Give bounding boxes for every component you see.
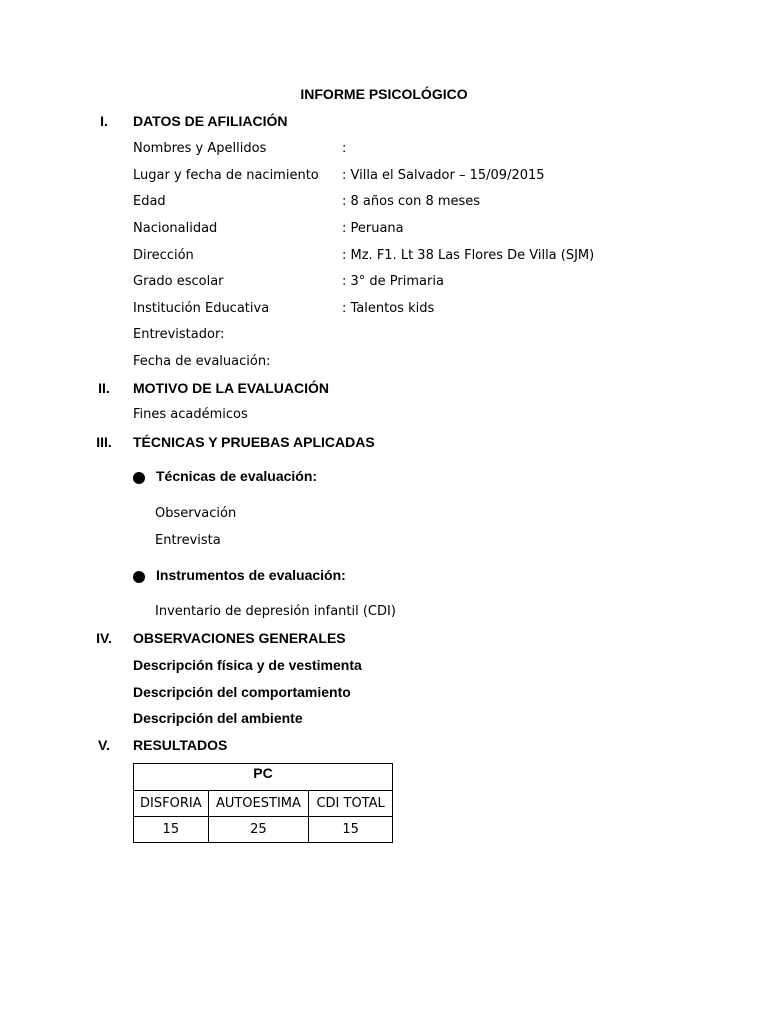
section-number-1: I. <box>100 113 108 129</box>
observation-comportamiento: Descripción del comportamiento <box>133 684 351 700</box>
field-value-lugar-fecha: : Villa el Salvador – 15/09/2015 <box>342 168 545 183</box>
technique-item-observacion: Observación <box>155 506 237 521</box>
instrument-item-cdi: Inventario de depresión infantil (CDI) <box>155 604 396 619</box>
field-label-institucion: Institución Educativa <box>133 301 270 316</box>
column-header-autoestima: AUTOESTIMA <box>208 791 309 817</box>
field-label-nacionalidad: Nacionalidad <box>133 221 218 236</box>
table-row <box>134 791 393 817</box>
cell-value-disforia: 15 <box>134 817 209 843</box>
bullet-icon <box>133 571 145 583</box>
bullet-title-instrumentos: Instrumentos de evaluación: <box>156 567 346 583</box>
section-title-motivo: MOTIVO DE LA EVALUACIÓN <box>133 380 329 396</box>
field-value-grado: : 3° de Primaria <box>342 274 444 289</box>
field-value-nombres: : <box>342 141 347 156</box>
section-number-5: V. <box>98 737 110 753</box>
field-label-grado: Grado escolar <box>133 274 224 289</box>
section-number-3: III. <box>96 434 112 450</box>
observation-ambiente: Descripción del ambiente <box>133 710 303 726</box>
motive-text: Fines académicos <box>133 407 248 422</box>
bullet-icon <box>133 472 145 484</box>
table-row <box>134 817 393 843</box>
column-header-cdi-total: CDI TOTAL <box>309 791 393 817</box>
results-table <box>133 763 393 843</box>
section-number-2: II. <box>98 380 110 396</box>
column-header-disforia: DISFORIA <box>134 791 209 817</box>
field-label-fecha-evaluacion: Fecha de evaluación: <box>133 354 271 369</box>
field-value-edad: : 8 años con 8 meses <box>342 194 481 209</box>
technique-item-entrevista: Entrevista <box>155 533 221 548</box>
section-title-resultados: RESULTADOS <box>133 737 228 753</box>
document-title: INFORME PSICOLÓGICO <box>300 86 468 102</box>
table-header-pc: PC <box>134 764 393 791</box>
field-value-direccion: : Mz. F1. Lt 38 Las Flores De Villa (SJM) <box>342 248 595 263</box>
field-label-lugar-fecha: Lugar y fecha de nacimiento <box>133 168 319 183</box>
cell-value-cdi-total: 15 <box>309 817 393 843</box>
table-row <box>134 764 393 791</box>
cell-value-autoestima: 25 <box>208 817 309 843</box>
section-title-afiliacion: DATOS DE AFILIACIÓN <box>133 113 288 129</box>
section-number-4: IV. <box>96 630 112 646</box>
section-title-observaciones: OBSERVACIONES GENERALES <box>133 630 346 646</box>
field-value-nacionalidad: : Peruana <box>342 221 404 236</box>
field-label-entrevistador: Entrevistador: <box>133 327 225 342</box>
field-label-nombres: Nombres y Apellidos <box>133 141 267 156</box>
field-label-edad: Edad <box>133 194 166 209</box>
field-label-direccion: Dirección <box>133 248 194 263</box>
section-title-tecnicas: TÉCNICAS Y PRUEBAS APLICADAS <box>133 434 375 450</box>
bullet-title-tecnicas: Técnicas de evaluación: <box>156 468 318 484</box>
observation-fisica: Descripción física y de vestimenta <box>133 657 362 673</box>
field-value-institucion: : Talentos kids <box>342 301 435 316</box>
